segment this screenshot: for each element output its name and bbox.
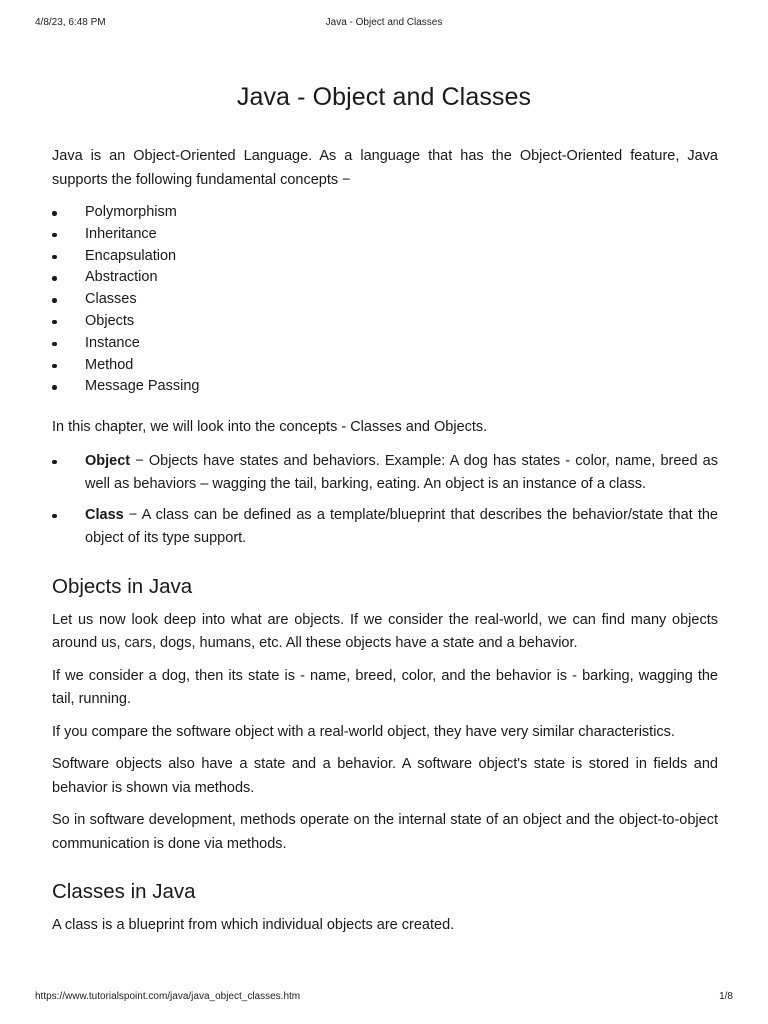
list-item: Method — [52, 355, 718, 377]
list-item: Objects — [52, 311, 718, 333]
list-item: Classes — [52, 289, 718, 311]
print-footer — [35, 991, 733, 1005]
classes-heading: Classes in Java — [52, 880, 196, 904]
definition-item-class — [52, 504, 718, 551]
list-item: Abstraction — [52, 267, 718, 289]
bullet-icon — [52, 211, 57, 216]
print-url: https://www.tutorialspoint.com/java/java_object_classes.htm — [35, 991, 301, 1002]
concepts-list — [52, 202, 718, 398]
page-title: Java - Object and Classes — [236, 83, 532, 111]
bullet-icon — [52, 255, 57, 260]
list-item: Polymorphism — [52, 202, 718, 224]
article-body — [52, 145, 718, 947]
list-item: Instance — [52, 333, 718, 355]
bullet-icon — [52, 342, 57, 347]
bullet-icon — [52, 298, 57, 303]
definition-text: − Objects have states and behaviors. Example: A dog has states - color, name, breed as well as behaviors – wagging the tail, barking, eating. An object is an instance of a class. — [85, 452, 718, 493]
bullet-icon — [52, 385, 57, 390]
objects-paragraph: Software objects also have a state and a behavior. A software object's state is stored in fields and behavior is shown via methods. — [52, 756, 718, 796]
definition-term: Object — [85, 452, 131, 469]
print-header — [35, 17, 733, 31]
bullet-icon — [52, 320, 57, 325]
objects-paragraph: Let us now look deep into what are objects. If we consider the real-world, we can find many objects around us, cars, dogs, humans, etc. All these objects have a state and a behavior. — [52, 611, 718, 652]
bullet-icon — [52, 460, 57, 465]
objects-paragraph: If you compare the software object with a real-world object, they have very similar characteristics. — [52, 723, 675, 740]
definitions-list — [52, 450, 718, 551]
definition-item-object — [52, 450, 718, 497]
objects-paragraph: If we consider a dog, then its state is - name, breed, color, and the behavior is - barking, wagging the tail, running. — [52, 667, 718, 708]
definition-term: Class — [85, 506, 124, 523]
bullet-icon — [52, 364, 57, 369]
list-item: Inheritance — [52, 224, 718, 246]
page-number: 1/8 — [719, 991, 733, 1002]
chapter-intro-paragraph: In this chapter, we will look into the concepts - Classes and Objects. — [52, 419, 488, 436]
list-item: Message Passing — [52, 376, 718, 398]
list-item: Encapsulation — [52, 246, 718, 268]
bullet-icon — [52, 514, 57, 519]
bullet-icon — [52, 233, 57, 238]
definition-text: − A class can be defined as a template/blueprint that describes the behavior/state that the object of its type support. — [85, 506, 718, 547]
objects-paragraph: So in software development, methods operate on the internal state of an object and the object-to-object communication is done via methods. — [52, 812, 718, 852]
objects-heading: Objects in Java — [52, 574, 193, 598]
print-header-title: Java - Object and Classes — [325, 17, 443, 28]
intro-paragraph: Java is an Object-Oriented Language. As a language that has the Object-Oriented feature, Java supports the following fundamental concepts − — [52, 148, 718, 188]
print-date: 4/8/23, 6:48 PM — [35, 17, 106, 28]
classes-paragraph: A class is a blueprint from which individual objects are created. — [52, 917, 455, 934]
bullet-icon — [52, 276, 57, 281]
